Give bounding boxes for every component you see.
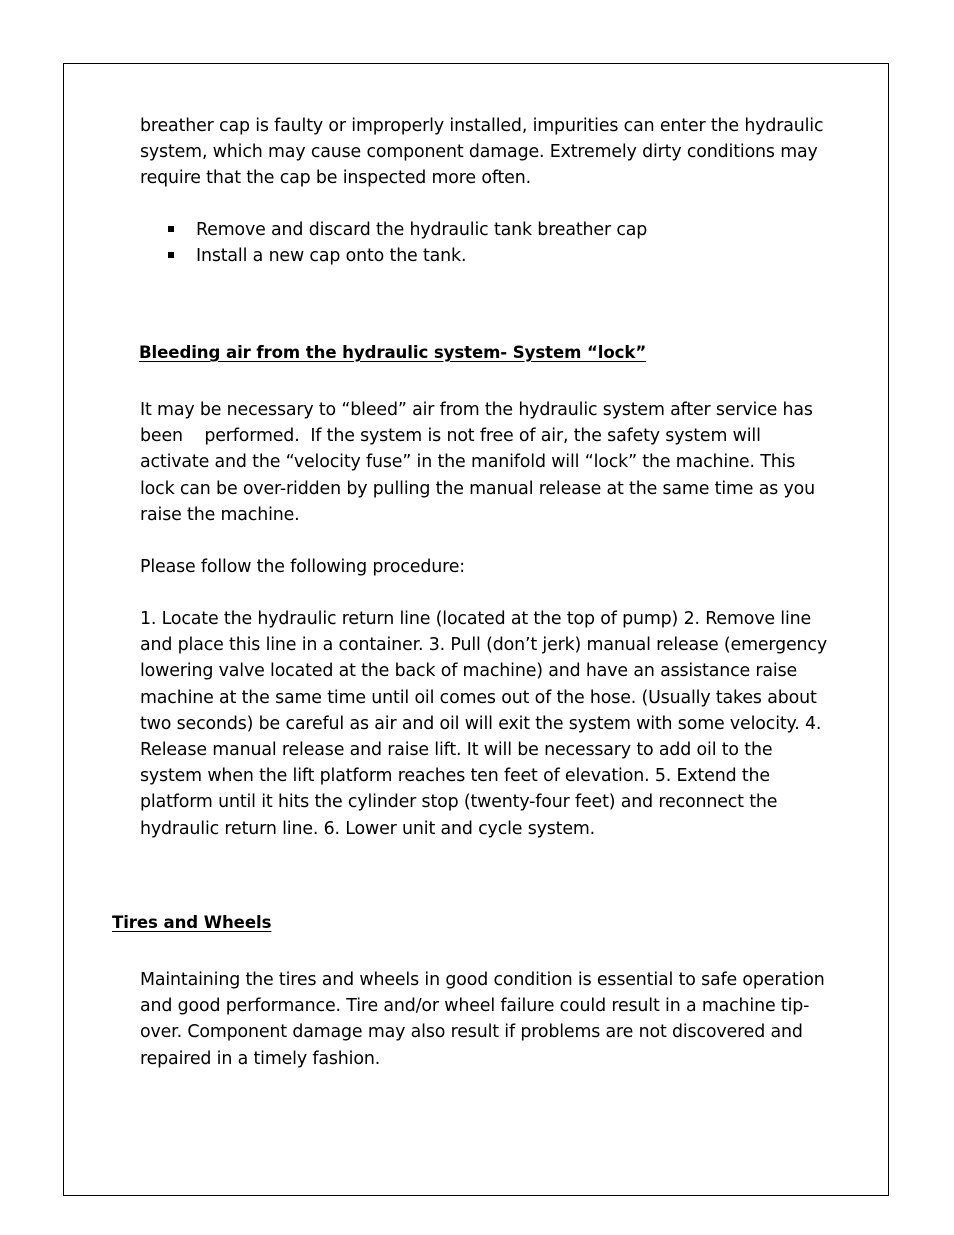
- bleeding-section-heading: Bleeding air from the hydraulic system- System “lock”: [139, 343, 647, 362]
- breather-cap-paragraph: [140, 113, 856, 192]
- square-bullet-icon: [168, 226, 174, 232]
- list-item: [166, 217, 647, 243]
- square-bullet-icon: [168, 252, 174, 258]
- procedure-intro: Please follow the following procedure:: [140, 557, 465, 577]
- paragraph-line: breather cap is faulty or improperly installed, impurities can enter the hydraulic: [140, 116, 824, 136]
- paragraph-line: Release manual release and raise lift. It will be necessary to add oil to the: [140, 740, 773, 761]
- paragraph-line: platform until it hits the cylinder stop (twenty-four feet) and reconnect the: [140, 792, 778, 813]
- paragraph-line: and place this line in a container. 3. Pull (don’t jerk) manual release (emergency: [140, 635, 827, 656]
- list-item-text: Install a new cap onto the tank.: [196, 246, 467, 267]
- paragraph-line: Maintaining the tires and wheels in good condition is essential to safe operation: [140, 970, 825, 990]
- paragraph-line: lowering valve located at the back of machine) and have an assistance raise: [140, 661, 798, 682]
- paragraph-line: machine at the same time until oil comes out of the hose. (Usually takes about: [140, 687, 817, 708]
- list-item: [166, 243, 647, 269]
- paragraph-line: system, which may cause component damage. Extremely dirty conditions may: [140, 142, 818, 163]
- paragraph-line: system when the lift platform reaches ten feet of elevation. 5. Extend the: [140, 766, 770, 787]
- paragraph-line: 1. Locate the hydraulic return line (located at the top of pump) 2. Remove line: [140, 609, 812, 629]
- bleeding-intro-paragraph: [140, 397, 856, 528]
- tires-section-heading: Tires and Wheels: [112, 913, 272, 932]
- paragraph-line: lock can be over-ridden by pulling the manual release at the same time as you: [140, 478, 816, 499]
- procedure-paragraph: [140, 606, 856, 842]
- paragraph-line: activate and the “velocity fuse” in the manifold will “lock” the machine. This: [140, 452, 796, 473]
- paragraph-line: hydraulic return line. 6. Lower unit and cycle system.: [140, 818, 596, 839]
- paragraph-line: been performed. If the system is not free of air, the safety system will: [140, 426, 761, 447]
- paragraph-line: repaired in a timely fashion.: [140, 1048, 381, 1069]
- paragraph-line: and good performance. Tire and/or wheel failure could result in a machine tip-: [140, 996, 810, 1017]
- breather-steps-list: [166, 217, 647, 269]
- paragraph-line: require that the cap be inspected more often.: [140, 168, 531, 189]
- paragraph-line: over. Component damage may also result if problems are not discovered and: [140, 1022, 803, 1043]
- tires-paragraph: [140, 967, 856, 1072]
- list-item-text: Remove and discard the hydraulic tank breather cap: [196, 220, 648, 240]
- paragraph-line: It may be necessary to “bleed” air from the hydraulic system after service has: [140, 400, 813, 420]
- paragraph-line: raise the machine.: [140, 504, 300, 525]
- paragraph-line: two seconds) be careful as air and oil will exit the system with some velocity. 4.: [140, 713, 822, 734]
